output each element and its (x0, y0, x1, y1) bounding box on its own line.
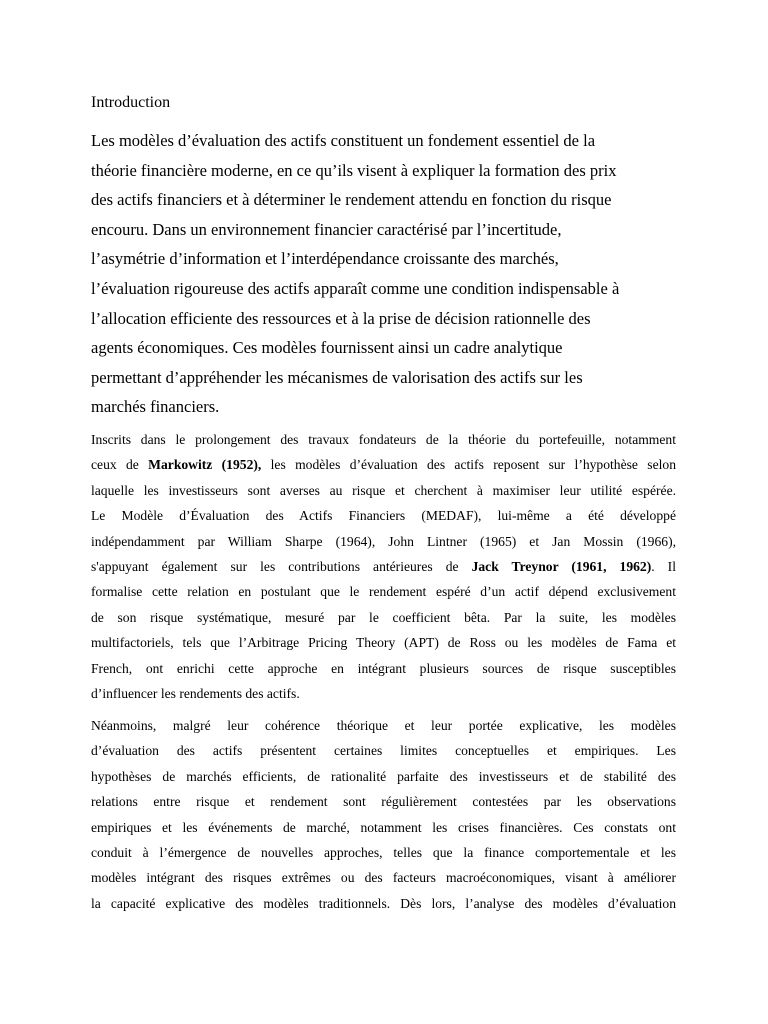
text-line: théorie financière moderne, en ce qu’ils visent à expliquer la formation des prix (91, 160, 617, 180)
text-line: formalise cette relation en postulant que le rendement espéré d’un actif dépend exclusivement (91, 584, 676, 600)
text-line: marchés financiers. (91, 397, 220, 417)
text-line: permettant d’appréhender les mécanismes de valorisation des actifs sur les (91, 367, 583, 387)
text-line: multifactoriels, tels que l’Arbitrage Pricing Theory (APT) de Ross ou les modèles de Fama et (91, 635, 676, 651)
paragraph-limitations (91, 713, 676, 916)
text-line (91, 452, 676, 477)
lead-paragraph (91, 126, 681, 422)
text-line: d’influencer les rendements des actifs. (91, 686, 300, 702)
text-line: agents économiques. Ces modèles fournissent ainsi un cadre analytique (91, 338, 563, 358)
text-line: encouru. Dans un environnement financier caractérisé par l’incertitude, (91, 219, 562, 239)
text-run: . Il (651, 559, 676, 575)
text-line: relations entre risque et rendement sont régulièrement contestées par les observations (91, 794, 676, 810)
text-line (91, 554, 676, 579)
text-line: hypothèses de marchés efficients, de rationalité parfaite des investisseurs et de stabilité des (91, 768, 676, 784)
text-line: Le Modèle d’Évaluation des Actifs Financiers (MEDAF), lui-même a été développé (91, 508, 676, 524)
text-line: la capacité explicative des modèles traditionnels. Dès lors, l’analyse des modèles d’évaluation (91, 895, 676, 911)
text-line: indépendamment par William Sharpe (1964), John Lintner (1965) et Jan Mossin (1966), (91, 533, 676, 549)
paragraph-theory-background (91, 427, 676, 706)
text-line: modèles intégrant des risques extrêmes ou des facteurs macroéconomiques, visant à améliorer (91, 870, 676, 886)
text-line: des actifs financiers et à déterminer le rendement attendu en fonction du risque (91, 190, 612, 210)
text-line: Les modèles d’évaluation des actifs constituent un fondement essentiel de la (91, 131, 596, 150)
text-line: French, ont enrichi cette approche en intégrant plusieurs sources de risque susceptibles (91, 660, 676, 676)
text-line: Néanmoins, malgré leur cohérence théorique et leur portée explicative, les modèles (91, 718, 676, 733)
text-line: Inscrits dans le prolongement des travaux fondateurs de la théorie du portefeuille, notamment (91, 432, 676, 447)
text-line: laquelle les investisseurs sont averses au risque et cherchent à maximiser leur utilité espérée. (91, 482, 676, 498)
text-run: les modèles d’évaluation des actifs reposent sur l’hypothèse selon (261, 457, 676, 473)
text-line: de son risque systématique, mesuré par le coefficient bêta. Par la suite, les modèles (91, 609, 676, 625)
section-heading: Introduction (91, 94, 171, 111)
text-line: empiriques et les événements de marché, notamment les crises financières. Ces constats ont (91, 819, 676, 835)
citation-markowitz: Markowitz (1952), (148, 457, 262, 473)
citation-treynor: Jack Treynor (1961, 1962) (471, 559, 652, 575)
text-line: conduit à l’émergence de nouvelles approches, telles que la finance comportementale et les (91, 845, 676, 861)
text-line: d’évaluation des actifs présentent certaines limites conceptuelles et empiriques. Les (91, 743, 676, 759)
text-line: l’allocation efficiente des ressources et à la prise de décision rationnelle des (91, 308, 591, 328)
text-run: ceux de (91, 457, 149, 473)
text-line: l’asymétrie d’information et l’interdépendance croissante des marchés, (91, 249, 559, 269)
text-line: l’évaluation rigoureuse des actifs apparaît comme une condition indispensable à (91, 278, 620, 298)
text-run: s'appuyant également sur les contributions antérieures de (91, 559, 472, 575)
